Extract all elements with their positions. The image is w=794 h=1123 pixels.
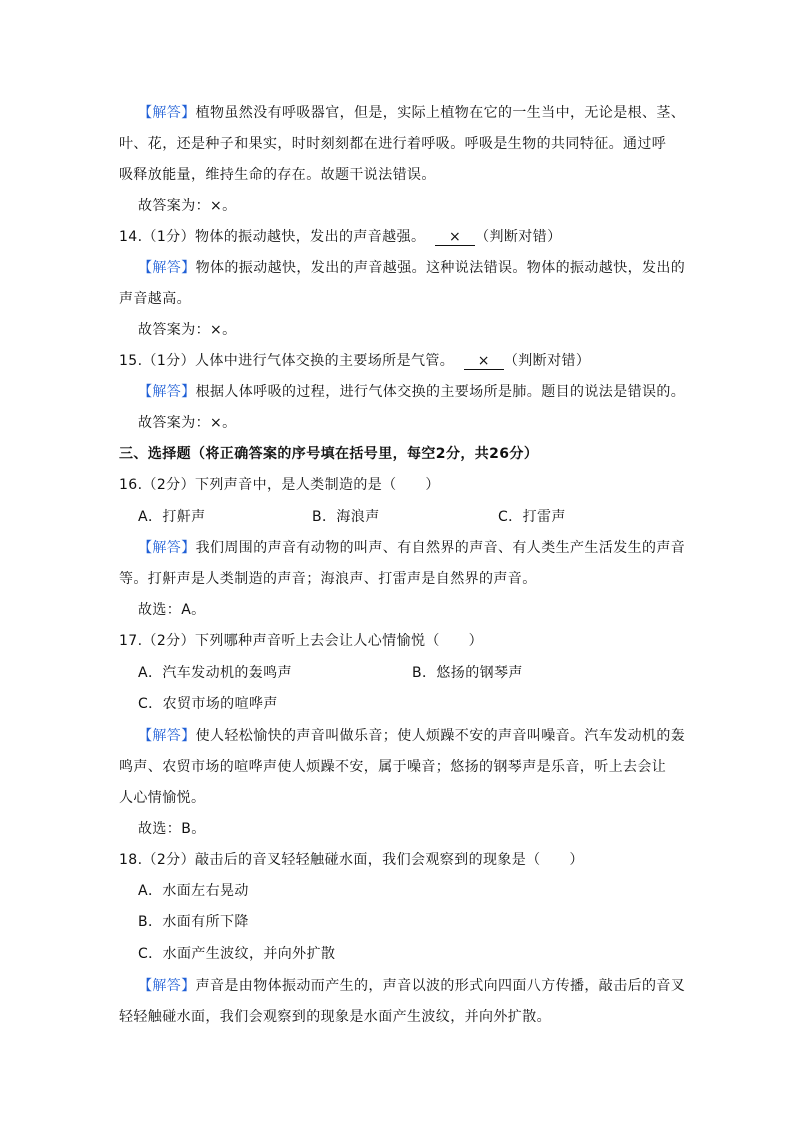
q13-explanation-line1: 【解答】植物虽然没有呼吸器官，但是，实际上植物在它的一生当中，无论是根、茎、 (138, 105, 686, 121)
q18-option-b: B．水面有所下降 (138, 914, 249, 930)
q17-explanation-line1: 【解答】使人轻松愉快的声音叫做乐音；使人烦躁不安的声音叫噪音。汽车发动机的轰 (138, 728, 686, 744)
q17-explanation-line3: 人心情愉悦。 (119, 790, 206, 806)
explain-tag: 【解答】 (138, 540, 196, 556)
q16-option-a: A．打鼾声 (138, 509, 206, 525)
q16-option-b: B．海浪声 (312, 509, 380, 525)
explain-tag: 【解答】 (138, 978, 196, 994)
q14-final-answer: 故答案为：×。 (138, 322, 237, 338)
q13-explanation-line2: 叶、花，还是种子和果实，时时刻刻都在进行着呼吸。呼吸是生物的共同特征。通过呼 (119, 136, 667, 152)
explain-tag: 【解答】 (138, 260, 196, 276)
q17-option-b: B．悠扬的钢琴声 (412, 665, 523, 681)
q15-answer-blank: × (464, 354, 504, 370)
q14-stem: 14.（1分）物体的振动越快，发出的声音越强。 × （判断对错） (119, 229, 562, 245)
q18-option-c: C．水面产生波纹，并向外扩散 (138, 946, 336, 962)
q16-stem: 16.（2分）下列声音中，是人类制造的是（ ） (119, 477, 440, 493)
q16-final-answer: 故选：A。 (138, 602, 206, 618)
q18-option-a: A．水面左右晃动 (138, 883, 249, 899)
explain-tag: 【解答】 (138, 384, 196, 400)
explain-tag: 【解答】 (138, 728, 196, 744)
q17-final-answer: 故选：B。 (138, 821, 206, 837)
q13-final-answer: 故答案为：×。 (138, 198, 237, 214)
q14-explanation-line1: 【解答】物体的振动越快，发出的声音越强。这种说法错误。物体的振动越快，发出的 (138, 260, 686, 276)
explain-tag: 【解答】 (138, 105, 196, 121)
q16-option-c: C．打雷声 (498, 509, 566, 525)
q14-explanation-line2: 声音越高。 (119, 291, 191, 307)
q15-stem: 15.（1分）人体中进行气体交换的主要场所是气管。 × （判断对错） (119, 353, 591, 369)
q17-option-c: C．农贸市场的喧哗声 (138, 696, 278, 712)
q13-explanation-line3: 吸释放能量，维持生命的存在。故题干说法错误。 (119, 167, 436, 183)
q17-stem: 17.（2分）下列哪种声音听上去会让人心情愉悦（ ） (119, 633, 483, 649)
q18-explanation-line2: 轻轻触碰水面，我们会观察到的现象是水面产生波纹，并向外扩散。 (119, 1009, 551, 1025)
q17-explanation-line2: 鸣声、农贸市场的喧哗声使人烦躁不安，属于噪音；悠扬的钢琴声是乐音，听上去会让 (119, 759, 667, 775)
q14-answer-blank: × (435, 230, 475, 246)
q18-explanation-line1: 【解答】声音是由物体振动而产生的，声音以波的形式向四面八方传播，敲击后的音叉 (138, 978, 686, 994)
q16-explanation-line2: 等。打鼾声是人类制造的声音；海浪声、打雷声是自然界的声音。 (119, 571, 537, 587)
q16-explanation-line1: 【解答】我们周围的声音有动物的叫声、有自然界的声音、有人类生产生活发生的声音 (138, 540, 686, 556)
section3-heading: 三、选择题（将正确答案的序号填在括号里，每空2分，共26分） (119, 446, 539, 462)
q17-option-a: A．汽车发动机的轰鸣声 (138, 665, 292, 681)
q15-final-answer: 故答案为：×。 (138, 415, 237, 431)
q18-stem: 18.（2分）敲击后的音叉轻轻触碰水面，我们会观察到的现象是（ ） (119, 852, 584, 868)
q15-explanation-line1: 【解答】根据人体呼吸的过程，进行气体交换的主要场所是肺。题目的说法是错误的。 (138, 384, 686, 400)
